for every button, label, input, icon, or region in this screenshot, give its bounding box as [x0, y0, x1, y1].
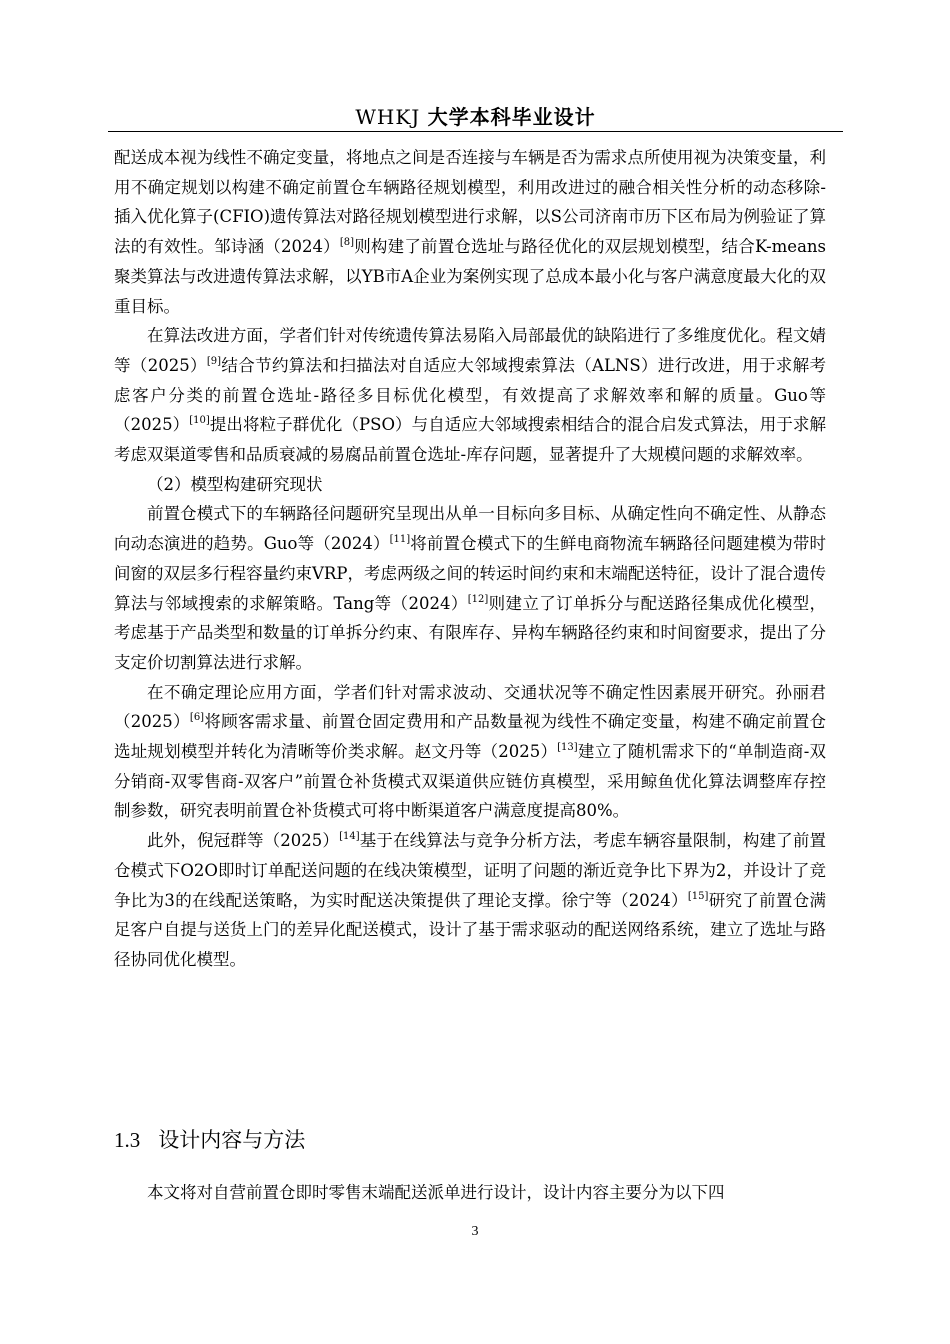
citation: [8]	[339, 237, 355, 249]
header-prefix: WHKJ	[355, 105, 421, 129]
sub-heading: （2）模型构建研究现状	[147, 474, 323, 494]
citation: [14]	[339, 831, 360, 843]
header-title: 大学本科毕业设计	[427, 105, 596, 129]
citation: [10]	[189, 415, 210, 427]
paragraph-4: 在不确定理论应用方面，学者们针对需求波动、交通状况等不确定性因素展开研究。孙丽君（2025）[6]将顾客需求量、前置仓固定费用和产品数量视为线性不确定变量，构建不确定前置仓选址规划模型并转化为清晰等价类求解。赵文丹等（2025）[13]建立了随机需求下的“单制造商-双分销商-双零售商-双客户”前置仓补货模式双渠道供应链仿真模型，采用鲸鱼优化算法调整库存控制参数，研究表明前置仓补货模式可将中断渠道客户满意度提高80%。	[114, 682, 826, 821]
page-header	[108, 104, 843, 130]
citation: [6]	[189, 712, 205, 724]
paragraph-2: 在算法改进方面，学者们针对传统遗传算法易陷入局部最优的缺陷进行了多维度优化。程文婧等（2025）[9]结合节约算法和扫描法对自适应大邻域搜索算法（ALNS）进行改进，用于求解考虑客户分类的前置仓选址-路径多目标优化模型，有效提高了求解效率和解的质量。Guo等（2025）[10]提出将粒子群优化（PSO）与自适应大邻域搜索相结合的混合启发式算法，用于求解考虑双渠道零售和品质衰减的易腐品前置仓选址-库存问题，显著提升了大规模问题的求解效率。	[114, 326, 826, 465]
page-number: 3	[471, 1224, 479, 1239]
citation: [11]	[389, 534, 411, 546]
paragraph-5: 此外，倪冠群等（2025）[14]基于在线算法与竞争分析方法，考虑车辆容量限制，构建了前置仓模式下O2O即时订单配送问题的在线决策模型，证明了问题的渐近竞争比下界为2，并设计了竞争比为3的在线配送策略，为实时配送决策提供了理论支撑。徐宁等（2024）[15]研究了前置仓满足客户自提与送货上门的差异化配送模式，设计了基于需求驱动的配送网络系统，建立了选址与路径协同优化模型。	[114, 831, 827, 969]
header-rule	[108, 131, 843, 132]
paragraph-3: 前置仓模式下的车辆路径问题研究呈现出从单一目标向多目标、从确定性向不确定性、从静态向动态演进的趋势。Guo等（2024）[11]将前置仓模式下的生鲜电商物流车辆路径问题建模为带时间窗的双层多行程容量约束VRP，考虑两级之间的转运时间约束和末端配送特征，设计了混合遗传算法与邻域搜索的求解策略。Tang等（2024）[12]则建立了订单拆分与配送路径集成优化模型，考虑基于产品类型和数量的订单拆分约束、有限库存、异构车辆路径约束和时间窗要求，提出了分支定价切割算法进行求解。	[114, 504, 827, 672]
citation: [12]	[467, 593, 489, 605]
section-heading	[114, 1125, 305, 1155]
body-text	[114, 143, 826, 975]
section-number: 1.3	[114, 1128, 141, 1152]
citation: [15]	[687, 890, 709, 902]
paragraph-6: 本文将对自营前置仓即时零售末端配送派单进行设计，设计内容主要分为以下四	[147, 1183, 725, 1202]
section-title: 设计内容与方法	[158, 1128, 306, 1152]
citation: [9]	[206, 355, 222, 367]
paragraph-1: 配送成本视为线性不确定变量，将地点之间是否连接与车辆是否为需求点所使用视为决策变量，利用不确定规划以构建不确定前置仓车辆路径规划模型，利用改进过的融合相关性分析的动态移除-插入优化算子(CFIO)遗传算法对路径规划模型进行求解，以S公司济南市历下区布局为例验证了算法的有效性。邹诗涵（2024）[8]则构建了前置仓选址与路径优化的双层规划模型，结合K-means聚类算法与改进遗传算法求解，以YB市A企业为案例实现了总成本最小化与客户满意度最大化的双重目标。	[114, 148, 826, 316]
citation: [13]	[557, 742, 578, 754]
